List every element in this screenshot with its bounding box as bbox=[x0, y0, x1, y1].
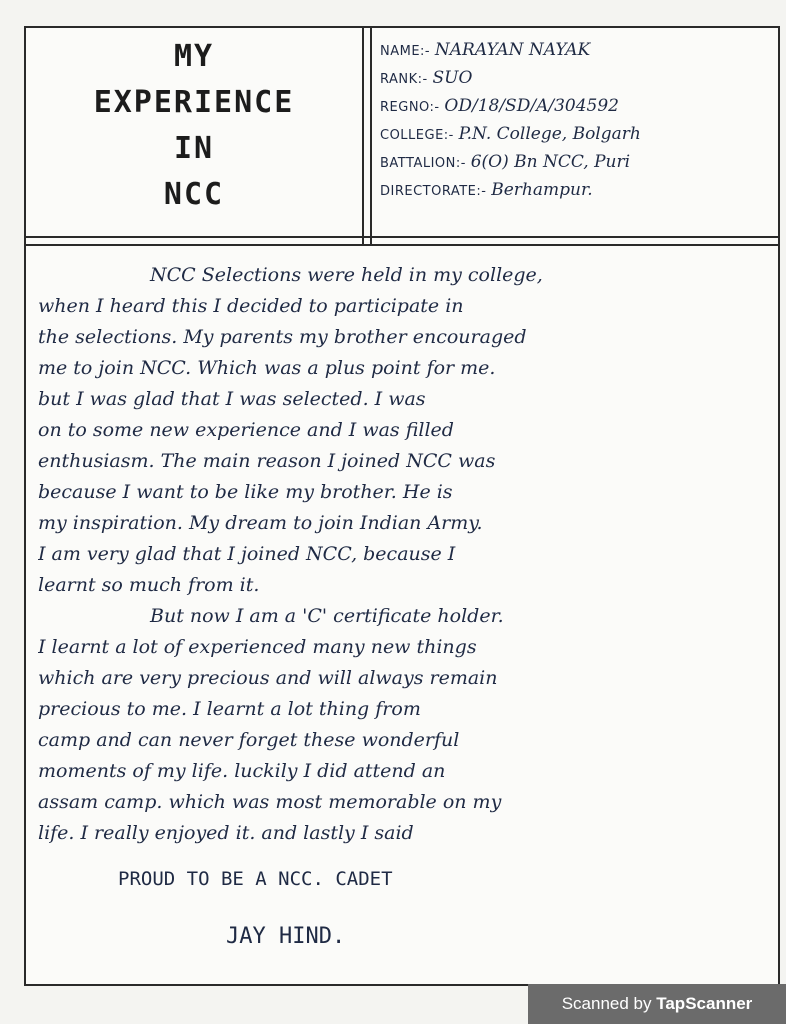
scanner-watermark bbox=[528, 984, 786, 1024]
essay-line: I am very glad that I joined NCC, because I bbox=[38, 543, 456, 565]
detail-row-regno bbox=[380, 92, 776, 120]
essay-line: me to join NCC. Which was a plus point for me. bbox=[38, 357, 496, 379]
detail-row-name bbox=[380, 36, 776, 64]
header-divider-vertical bbox=[370, 28, 372, 244]
essay-line: precious to me. I learnt a lot thing from bbox=[38, 698, 421, 720]
essay-line: But now I am a 'C' certificate holder. bbox=[150, 605, 504, 627]
header-divider-vertical bbox=[362, 28, 364, 244]
title-line: MY bbox=[173, 39, 215, 74]
title-line: EXPERIENCE bbox=[93, 85, 295, 120]
title-line: IN bbox=[173, 131, 215, 166]
detail-row-directorate bbox=[380, 176, 776, 204]
essay-line: assam camp. which was most memorable on my bbox=[38, 791, 502, 813]
essay-line: my inspiration. My dream to join Indian Army. bbox=[38, 512, 483, 534]
essay-line: but I was glad that I was selected. I was bbox=[38, 388, 426, 410]
watermark-prefix: Scanned by bbox=[561, 994, 652, 1013]
signoff: JAY HIND. bbox=[226, 924, 346, 949]
watermark-brand: TapScanner bbox=[656, 994, 753, 1013]
essay-line: on to some new experience and I was filled bbox=[38, 419, 454, 441]
cadet-details bbox=[380, 36, 776, 204]
essay-line: camp and can never forget these wonderful bbox=[38, 729, 460, 751]
detail-row-battalion bbox=[380, 148, 776, 176]
essay-body bbox=[38, 260, 770, 849]
detail-label: DIRECTORATE:- bbox=[380, 184, 487, 199]
detail-value: 6(O) Bn NCC, Puri bbox=[470, 152, 631, 172]
detail-row-rank bbox=[380, 64, 776, 92]
detail-label: NAME:- bbox=[380, 44, 431, 59]
title-line: NCC bbox=[163, 177, 225, 212]
detail-value: NARAYAN NAYAK bbox=[434, 40, 591, 60]
detail-value: SUO bbox=[432, 68, 473, 88]
detail-value: Berhampur. bbox=[491, 180, 593, 200]
essay-line: enthusiasm. The main reason I joined NCC was bbox=[38, 450, 496, 472]
essay-line: moments of my life. luckily I did attend an bbox=[38, 760, 446, 782]
detail-label: RANK:- bbox=[380, 72, 428, 87]
detail-label: BATTALION:- bbox=[380, 156, 466, 171]
essay-line: learnt so much from it. bbox=[38, 574, 260, 596]
detail-row-college bbox=[380, 120, 776, 148]
detail-value: OD/18/SD/A/304592 bbox=[444, 96, 619, 116]
essay-line: when I heard this I decided to participate in bbox=[38, 295, 464, 317]
closing-line: PROUD TO BE A NCC. CADET bbox=[118, 868, 393, 890]
header-divider-horizontal bbox=[26, 244, 778, 246]
essay-line: because I want to be like my brother. He is bbox=[38, 481, 453, 503]
document-sheet bbox=[24, 26, 780, 986]
detail-value: P.N. College, Bolgarh bbox=[458, 124, 641, 144]
essay-line: which are very precious and will always remain bbox=[38, 667, 498, 689]
essay-line: NCC Selections were held in my college, bbox=[150, 264, 543, 286]
essay-line: life. I really enjoyed it. and lastly I said bbox=[38, 822, 414, 844]
detail-label: COLLEGE:- bbox=[380, 128, 454, 143]
header-divider-horizontal bbox=[26, 236, 778, 238]
document-title bbox=[36, 34, 352, 218]
essay-line: the selections. My parents my brother encouraged bbox=[38, 326, 527, 348]
essay-line: I learnt a lot of experienced many new things bbox=[38, 636, 477, 658]
detail-label: REGNO:- bbox=[380, 100, 440, 115]
